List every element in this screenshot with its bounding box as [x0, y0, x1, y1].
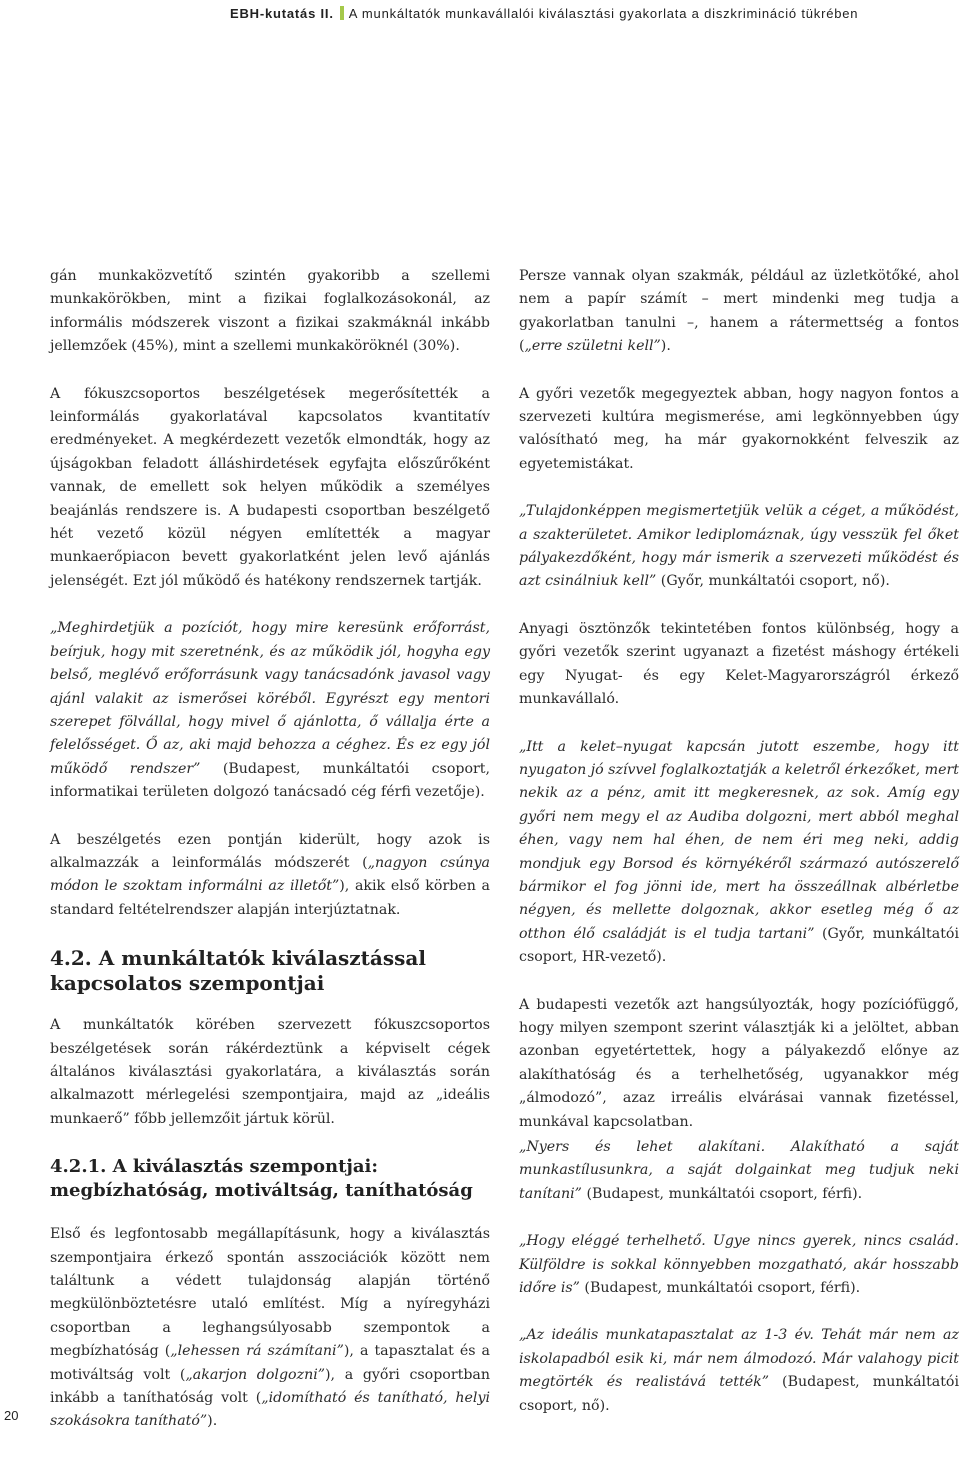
document-title: A munkáltatók munkavállalói kiválasztási gyakorlata a diszkrimináció tükrében: [348, 6, 859, 21]
inline-quote: „akarjon dolgozni”: [185, 1366, 325, 1383]
quote-paragraph: [519, 1324, 959, 1418]
text-run: ).: [660, 338, 671, 355]
quote-source: (Budapest, munkáltatói csoport, férfi).: [581, 1185, 863, 1202]
text-run: Persze vannak olyan szakmák, például az üzletkötőké, ahol nem a papír számít – mert mindenki meg tudja a gyakorlatban tanulni –, hanem a rátermettség a fontos (: [519, 268, 959, 355]
quote-source: (Győr, munkáltatói csoport, HR-vezető).: [519, 925, 959, 966]
paragraph: A munkáltatók körében szervezett fókuszcsoportos beszélgetések során rákérdeztünk a képviselt cégek általános kiválasztási gyakorlatára, a kiválasztás során alkalmazott mérlegelési szempontjaira, majd az „ideális munkaerő” főbb jellemzőit jártuk körül.: [50, 1017, 490, 1127]
quote-text: „Itt a kelet–nyugat kapcsán jutott eszembe, hogy itt nyugaton jó szívvel foglalkoztatják a keletről érkezőket, mert nekik az a pénz, amit itt megkeresnek, az sok. Amíg egy győri nem megy el az Audiba dolgozni, mert abból meghal éhen, vagy nem hal éhen, de nem éri meg neki, addig mondjuk egy Borsod és környékéről származó autószerelő bármikor el fog jönni ide, mert ha összeállnak albérletbe négyen, és mellette dolgoznak, akkor esetleg még ő az otthon élő családját is el tudja tartani”: [519, 738, 959, 942]
quote-paragraph: [519, 500, 959, 594]
paragraph: Anyagi ösztönzők tekintetében fontos különbség, hogy a győri vezetők szerint ugyanazt a fizetést máshogy értékeli egy Nyugat- és egy Kelet-Magyarországról érkező munkavállaló.: [519, 620, 959, 708]
quote-source: (Budapest, munkáltatói csoport, férfi).: [579, 1280, 861, 1297]
text-run: ), a tapasztalat és a motiváltság volt (: [50, 1343, 491, 1383]
paragraph: [50, 1223, 490, 1434]
paragraph: [50, 829, 490, 923]
quote-source: (Győr, munkáltatói csoport, nő).: [656, 573, 890, 590]
paragraph: A győri vezetők megegyeztek abban, hogy nagyon fontos a szervezeti kultúra megismerése, ami legkönnyebben úgy valósítható meg, ha már gyakornokként felveszik az egyetemistákat.: [519, 385, 959, 472]
quote-text: „Nyers és lehet alakítani. Alakítható a saját munkastílusunkra, a saját dolgainkat meg tudjuk neki tanítani”: [519, 1139, 959, 1202]
text-run: A beszélgetés ezen pontján kiderült, hogy azok is alkalmazzák a leinformálás módszerét (: [50, 831, 490, 871]
series-title: EBH-kutatás II.: [230, 6, 334, 21]
quote-source: (Budapest, munkáltatói csoport, nő).: [519, 1374, 960, 1414]
quote-paragraph: [519, 1136, 959, 1206]
subsection-heading: 4.2.1. A kiválasztás szempontjai: megbízhatóság, motiváltság, taníthatóság: [50, 1156, 473, 1202]
quote-paragraph: [519, 1230, 959, 1300]
paragraph: A budapesti vezetők azt hangsúlyozták, hogy pozíciófüggő, hogy milyen szempont szerint választják ki a jelöltet, abban azonban egyetértettek, hogy a pályakezdő előnye az alakíthatóság és a terhelhetőség, ugyanakkor még „álmodozó”, azaz irreális elvárásai vannak fizetéssel, munkával kapcsolatban.: [519, 996, 959, 1130]
page-number: 20: [4, 1408, 19, 1423]
text-run: ), akik első körben a standard feltételrendszer alapján interjúztatnak.: [50, 878, 491, 918]
quote-paragraph: [519, 736, 959, 970]
left-column: [50, 265, 490, 1458]
accent-bar: [340, 6, 344, 20]
quote-text: „Tulajdonképpen megismertetjük velük a céget, a működést, a szakterületet. Amikor lediplomáznak, úgy vesszük fel őket pályakezdőként, hogy már ismerik a szervezeti működést és azt csinálniuk kell”: [519, 503, 959, 590]
paragraph: [519, 265, 959, 359]
text-run: ).: [207, 1413, 218, 1430]
section-heading: 4.2. A munkáltatók kiválasztással kapcsolatos szempontjai: [50, 946, 426, 996]
text-run: ), a győri csoportban inkább a taníthatóság volt (: [50, 1366, 490, 1407]
right-column: [519, 265, 959, 1442]
quote-text: „Meghirdetjük a pozíciót, hogy mire keresünk erőforrást, beírjuk, hogy mit szeretnénk, és az működik jól, hogyha egy belső, meglévő erőforrásunk vagy tanácsadónk javasol vagy ajánl valakit az ismerősei köréből. Egyrészt egy mentori szerepet fölvállal, hogy mivel ő ajánlotta, ő vállalja érte a felelősséget. Ő az, aki majd behozza a céghez. És ez egy jól működő rendszer”: [50, 620, 490, 777]
quote-text: „Az ideális munkatapasztalat az 1-3 év. Tehát már nem az iskolapadból esik ki, már nem álmodozó. Már valahogy picit megtörték és realistává tették”: [519, 1327, 959, 1391]
running-header: [230, 6, 960, 26]
inline-quote: „nagyon csúnya módon le szoktam informálni az illetőt”: [50, 854, 490, 895]
quote-text: „Hogy eléggé terhelhető. Ugye nincs gyerek, nincs család. Külföldre is sokkal könnyebben mozgatható, akár hosszabb időre is”: [519, 1233, 959, 1297]
text-run: Első és legfontosabb megállapításunk, hogy a kiválasztás szempontjaira érkező spontán asszociációk között nem találtunk a védett tulajdonság alapján történő megkülönböztetésre utaló említést. Míg a nyíregyházi csoportban a leghangsúlyosabb szempontok a megbízhatóság (: [50, 1226, 490, 1360]
quote-paragraph: [50, 617, 490, 804]
inline-quote: „lehessen rá számítani”: [170, 1343, 344, 1360]
quote-source: (Budapest, munkáltatói csoport, informatikai területen dolgozó tanácsadó cég férfi vezetője).: [50, 760, 490, 801]
inline-quote: „idomítható és tanítható, helyi szokásokra tanítható”: [50, 1390, 490, 1430]
inline-quote: „erre születni kell”: [524, 338, 661, 355]
paragraph: A fókuszcsoportos beszélgetések megerősítették a leinformálás gyakorlatával kapcsolatos kvantitatív eredményeket. A megkérdezett vezetők elmondták, hogy az újságokban feladott álláshirdetések egyfajta előszűrőként vannak, de emellett sok helyen működik a személyes beajánlás rendszere is. A budapesti csoportban beszélgető hét vezető közül négyen említették a magyar munkaerőpiacon bevett gyakorlatként jelen levő ajánlás jelenségét. Ezt jól működő és hatékony rendszernek tartják.: [50, 385, 490, 589]
paragraph: gán munkaközvetítő szintén gyakoribb a szellemi munkakörökben, mint a fizikai foglalkozásokonál, az informális módszerek viszont a fizikai szakmáknál inkább jellemzőek (45%), mint a szellemi munkaköröknél (30%).: [50, 268, 490, 355]
